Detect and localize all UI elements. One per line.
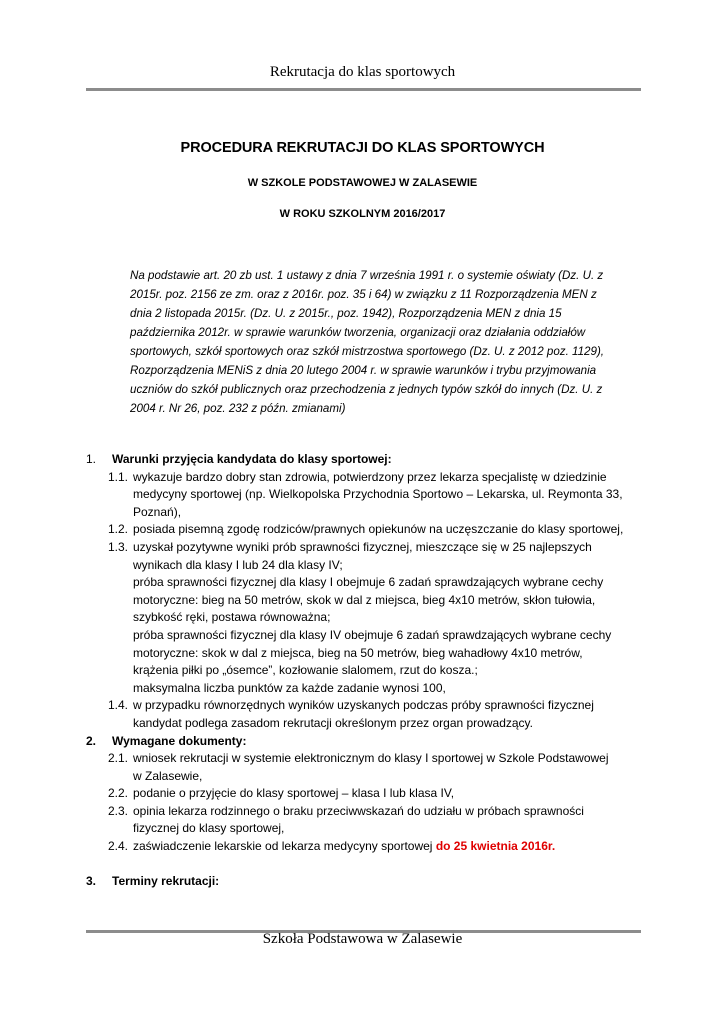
item-line: wynikach dla klasy I lub 24 dla klasy IV; [133,557,343,572]
item-line: opinia lekarza rodzinnego o braku przeciwwskazań do udziału w próbach sprawności [133,803,584,818]
item-number: 1.2. [108,522,129,537]
item-line: motoryczne: bieg na 50 metrów, skok w dal z miejsca, bieg 4x10 metrów, skłon tułowia, [133,592,596,607]
item-line: posiada pisemną zgodę rodziców/prawnych opiekunów na uczęszczanie do klasy sportowej, [133,522,624,537]
item-number: 2.4. [108,839,129,854]
item-number: 2.3. [108,803,129,818]
document-subtitle-year: W ROKU SZKOLNYM 2016/2017 [279,208,446,220]
page-footer: Szkoła Podstawowa w Zalasewie [262,931,463,947]
item-line: próba sprawności fizycznej dla klasy IV obejmuje 6 zadań sprawdzających wybrane cechy [133,627,612,642]
item-line: podanie o przyjęcie do klasy sportowej – klasa I lub klasa IV, [133,786,455,801]
legal-basis-paragraph [130,266,610,418]
section-1 [86,451,646,890]
item-line: wykazuje bardzo dobry stan zdrowia, potwierdzony przez lekarza specjalistę w dziedzinie [133,469,607,484]
item-number: 1.3. [108,539,129,554]
section-number: 3. [86,873,97,888]
list-item [133,838,646,856]
item-line: maksymalna liczba punktów za każde zadanie wynosi 100, [133,680,446,695]
item-number: 2.1. [108,751,129,766]
list-item [133,469,646,522]
item-line: fizycznej do klasy sportowej, [133,821,285,836]
section-3 [86,873,646,891]
item-line: próba sprawności fizycznej dla klasy I obejmuje 6 zadań sprawdzających wybrane cechy [133,575,604,590]
page-header: Rekrutacja do klas sportowych [269,64,456,80]
section-number: 1. [86,452,97,466]
item-number: 1.4. [108,698,129,713]
list-item [133,785,646,803]
list-item [133,539,646,697]
item-line: medycyny sportowej (np. Wielkopolska Przychodnia Sportowo – Lekarska, ul. Reymonta 33, [133,487,623,502]
document-title: PROCEDURA REKRUTACJI DO KLAS SPORTOWYCH [180,140,545,156]
item-line: kandydat podlega zasadom rekrutacji określonym przez organ prowadzący. [133,715,533,730]
list-item [133,697,646,732]
item-line: szybkość ręki, postawa równoważna; [133,610,331,625]
legal-basis-text: Na podstawie art. 20 zb ust. 1 ustawy z dnia 7 września 1991 r. o systemie oświaty (Dz. U. z 2015r. poz. 2156 ze zm. oraz z 2016r. poz. 35 i 64) w związku z 11 Rozporządzenia MEN z dnia 2 listopada 2015r. (Dz. U. z 2015r., poz. 1942), Rozporządzenia MEN z dnia 15 października 2012r. w sprawie warunków tworzenia, organizacji oraz działania oddziałów sportowych, szkół sportowych oraz szkół mistrzostwa sportowego (Dz. U. z 2012 poz. 1129), Rozporządzenia MENiS z dnia 20 lutego 2004 r. w sprawie warunków i trybu przyjmowania uczniów do szkół publicznych oraz przechodzenia z jednych typów szkół do innych (Dz. U. z 2004 r. Nr 26, poz. 232 z późn. zmianami) [130,269,605,415]
section-number: 2. [86,733,97,748]
item-line-text: zaświadczenie lekarskie od lekarza medycyny sportowej [133,839,436,854]
item-line: w Zalasewie, [133,768,203,783]
item-line: motoryczne: skok w dal z miejsca, bieg na 50 metrów, bieg wahadłowy 4x10 metrów, [133,645,583,660]
section-heading: Terminy rekrutacji: [112,873,220,888]
item-line: wniosek rekrutacji w systemie elektronicznym do klasy I sportowej w Szkole Podstawowej [133,751,609,766]
section-heading: Warunki przyjęcia kandydata do klasy sportowej: [112,452,392,466]
header-rule [86,88,641,91]
deadline-highlight: do 25 kwietnia 2016r. [435,839,556,854]
item-line: uzyskał pozytywne wyniki prób sprawności fizycznej, mieszczące się w 25 najlepszych [133,539,592,554]
item-number: 1.1. [108,469,129,484]
list-item [133,750,646,785]
item-line: w przypadku równorzędnych wyników uzyskanych podczas próby sprawności fizycznej [133,698,594,713]
section-heading: Wymagane dokumenty: [112,733,247,748]
document-subtitle-school: W SZKOLE PODSTAWOWEJ W ZALASEWIE [247,177,478,189]
item-line: Poznań), [133,504,182,519]
item-number: 2.2. [108,786,129,801]
list-item [133,803,646,838]
list-item [133,521,646,539]
section-2 [86,733,646,751]
item-line [133,838,646,856]
item-line: krążenia piłki po „ósemce”, kozłowanie slalomem, rzut do kosza.; [133,663,478,678]
